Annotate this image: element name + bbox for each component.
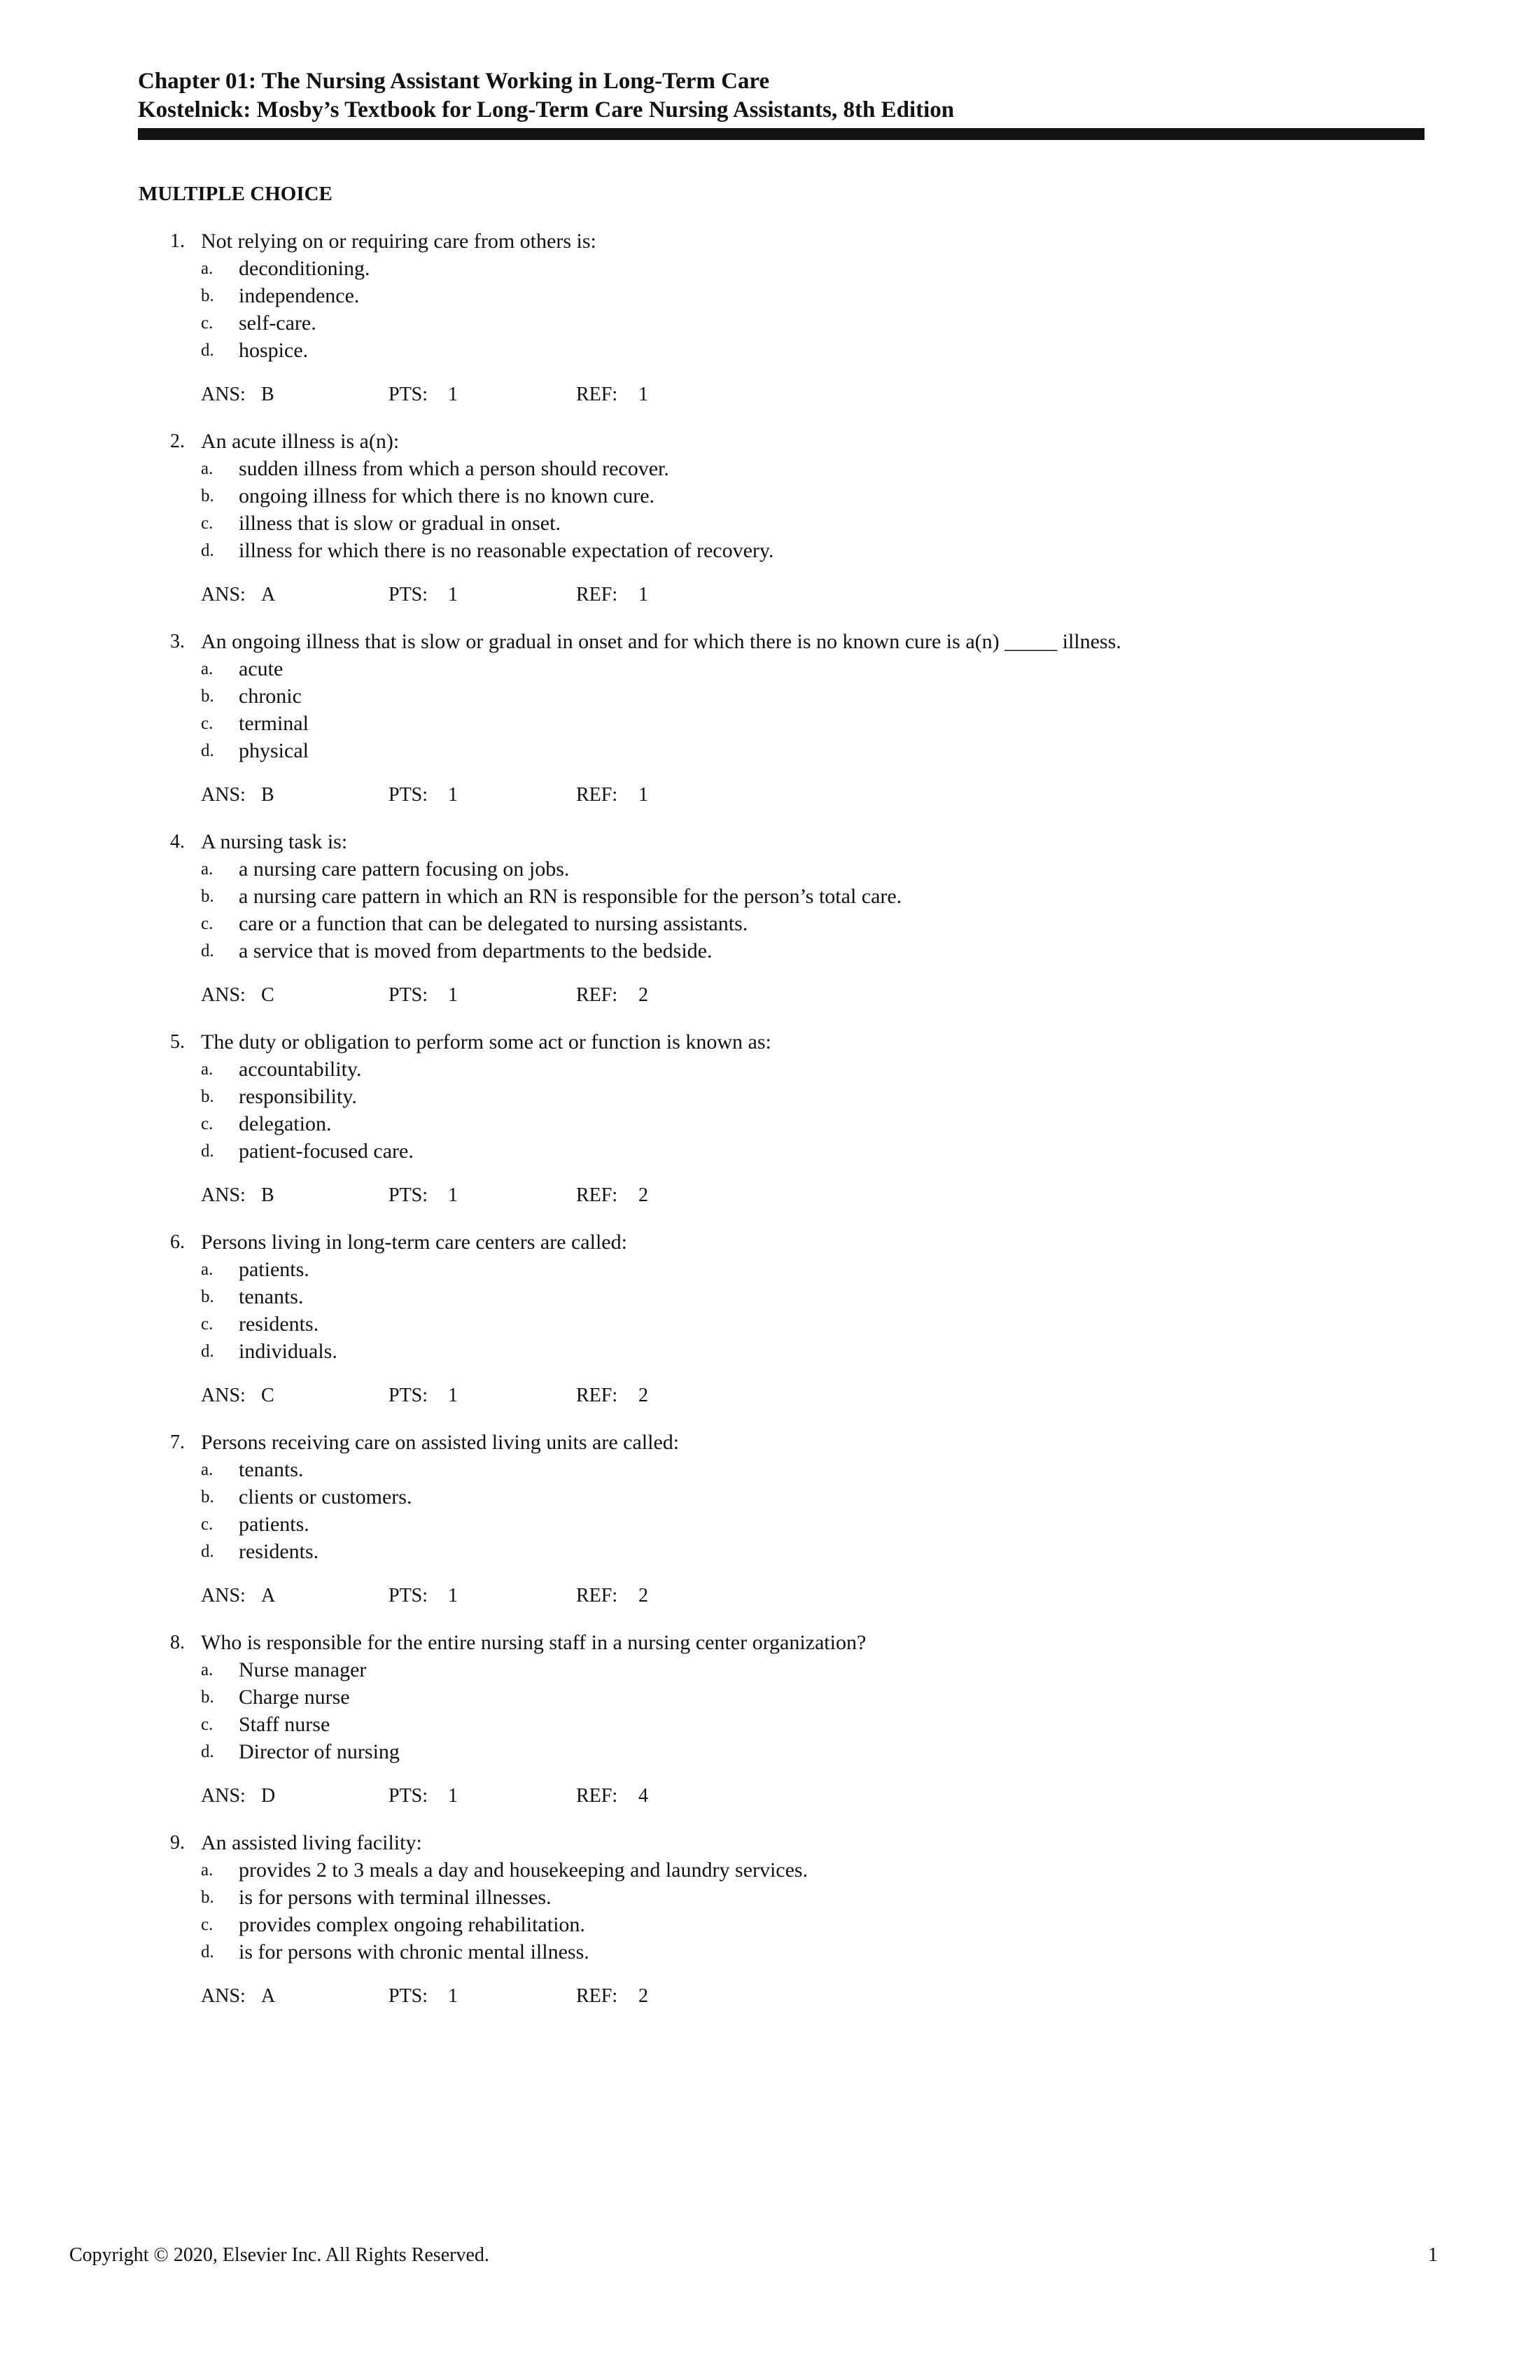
answer-label: ANS: [201,584,246,606]
option-item [0,309,1540,337]
option-item [0,737,1540,764]
answer-row [0,581,1540,608]
points-value: 1 [448,1785,458,1807]
option-text: provides complex ongoing rehabilitation. [239,1913,585,1936]
reference-value: 2 [638,1985,648,2007]
points-value: 1 [448,984,458,1006]
section-title: MULTIPLE CHOICE [139,183,332,205]
answer-row [0,381,1540,408]
question-text: Persons receiving care on assisted living units are called: [201,1431,680,1454]
option-text: tenants. [239,1285,304,1308]
option-text: Staff nurse [239,1713,330,1736]
option-text: a service that is moved from departments to the bedside. [239,939,713,962]
answer-label: ANS: [201,1385,246,1406]
option-letter: d. [201,341,214,360]
option-text: patients. [239,1258,309,1281]
points-label: PTS: [388,384,428,405]
option-item [0,1110,1540,1138]
option-item [0,1538,1540,1565]
question-item [0,628,1540,828]
option-list [0,255,1540,364]
points-value: 1 [448,384,458,405]
option-text: deconditioning. [239,257,370,280]
answer-row [0,781,1540,808]
option-letter: a. [201,1060,214,1079]
points-label: PTS: [388,1184,428,1206]
question-text: Persons living in long-term care centers are called: [201,1231,627,1254]
option-item [0,1711,1540,1738]
question-number: 2. [170,430,185,452]
option-item [0,1511,1540,1538]
points-label: PTS: [388,1785,428,1807]
option-text: a nursing care pattern focusing on jobs. [239,858,570,881]
option-text: physical [239,739,309,762]
option-item [0,510,1540,537]
option-list [0,1056,1540,1165]
option-item [0,537,1540,564]
answer-value: C [261,1385,274,1406]
reference-value: 2 [638,1585,648,1606]
reference-label: REF: [576,1985,618,2007]
answer-label: ANS: [201,1985,246,2007]
option-text: residents. [239,1540,319,1563]
answer-label: ANS: [201,1785,246,1807]
points-value: 1 [448,784,458,806]
option-item [0,1283,1540,1310]
question-item [0,1629,1540,1829]
option-list [0,1256,1540,1365]
question-text: An acute illness is a(n): [201,430,400,453]
option-text: individuals. [239,1340,337,1363]
points-value: 1 [448,1184,458,1206]
option-item [0,282,1540,309]
option-item [0,337,1540,364]
option-list [0,1656,1540,1765]
option-text: accountability. [239,1058,362,1081]
option-letter: c. [201,714,214,733]
option-text: provides 2 to 3 meals a day and housekeeping and laundry services. [239,1858,808,1882]
option-letter: a. [201,659,214,678]
question-text: A nursing task is: [201,830,348,853]
option-list [0,1856,1540,1966]
option-item [0,1911,1540,1938]
option-text: ongoing illness for which there is no known cure. [239,484,655,507]
answer-row [0,1982,1540,2010]
option-letter: c. [201,1915,214,1934]
option-text: responsibility. [239,1085,357,1108]
reference-label: REF: [576,984,618,1006]
option-text: chronic [239,685,302,708]
option-list [0,455,1540,564]
option-list [0,1456,1540,1565]
option-letter: c. [201,314,214,332]
option-text: is for persons with terminal illnesses. [239,1886,552,1909]
answer-row [0,1382,1540,1409]
points-label: PTS: [388,1585,428,1606]
answer-label: ANS: [201,984,246,1006]
option-text: tenants. [239,1458,304,1481]
option-text: Charge nurse [239,1686,350,1709]
option-letter: b. [201,1488,214,1506]
page-number: 1 [1428,2244,1438,2266]
option-item [0,1884,1540,1911]
question-item [0,1829,1540,2029]
answer-label: ANS: [201,384,246,405]
option-letter: d. [201,541,214,560]
question-text: The duty or obligation to perform some act or function is known as: [201,1030,771,1054]
answer-value: B [261,384,274,405]
answer-label: ANS: [201,1585,246,1606]
option-item [0,1656,1540,1684]
option-text: delegation. [239,1112,332,1135]
answer-value: B [261,784,274,806]
option-item [0,1338,1540,1365]
option-item [0,255,1540,282]
points-value: 1 [448,1585,458,1606]
question-number: 1. [170,230,185,252]
option-item [0,1938,1540,1966]
question-item [0,828,1540,1028]
answer-label: ANS: [201,784,246,806]
option-text: hospice. [239,339,309,362]
option-item [0,1738,1540,1765]
option-text: is for persons with chronic mental illness. [239,1940,589,1963]
option-item [0,455,1540,482]
option-letter: a. [201,1460,214,1479]
option-item [0,1856,1540,1884]
option-list [0,855,1540,965]
option-item [0,682,1540,710]
points-label: PTS: [388,584,428,606]
option-item [0,1056,1540,1083]
answer-label: ANS: [201,1184,246,1206]
points-value: 1 [448,584,458,606]
option-text: Director of nursing [239,1740,400,1763]
answer-row [0,981,1540,1009]
option-letter: c. [201,514,214,533]
option-text: a nursing care pattern in which an RN is responsible for the person’s total care. [239,885,902,908]
question-item [0,227,1540,428]
points-label: PTS: [388,784,428,806]
question-number: 4. [170,831,185,853]
answer-value: B [261,1184,274,1206]
option-letter: d. [201,1542,214,1561]
option-item [0,1138,1540,1165]
option-item [0,1684,1540,1711]
question-number: 8. [170,1632,185,1653]
reference-value: 1 [638,384,648,405]
points-value: 1 [448,1385,458,1406]
question-text: Who is responsible for the entire nursing staff in a nursing center organization? [201,1631,867,1654]
option-letter: b. [201,1087,214,1106]
option-letter: d. [201,1142,214,1161]
option-letter: c. [201,1315,214,1334]
option-letter: d. [201,941,214,960]
reference-value: 2 [638,1184,648,1206]
option-letter: a. [201,1861,214,1879]
option-text: self-care. [239,312,316,335]
reference-label: REF: [576,1785,618,1807]
document-header [138,67,1426,125]
question-number: 6. [170,1231,185,1253]
option-letter: b. [201,887,214,906]
option-item [0,1483,1540,1511]
question-number: 5. [170,1031,185,1053]
reference-label: REF: [576,1385,618,1406]
option-item [0,883,1540,910]
book-title: Kostelnick: Mosby’s Textbook for Long-Term Care Nursing Assistants, 8th Edition [138,97,955,122]
points-label: PTS: [388,984,428,1006]
option-letter: d. [201,1942,214,1961]
answer-value: C [261,984,274,1006]
reference-label: REF: [576,384,618,405]
option-letter: d. [201,1342,214,1361]
option-letter: c. [201,1515,214,1534]
reference-value: 4 [638,1785,648,1807]
option-item [0,937,1540,965]
option-letter: b. [201,486,214,505]
question-item [0,1429,1540,1629]
option-text: patient-focused care. [239,1140,414,1163]
option-letter: b. [201,1287,214,1306]
question-number: 3. [170,631,185,652]
question-list [0,227,1540,2029]
option-text: acute [239,657,284,680]
question-text: An ongoing illness that is slow or gradual in onset and for which there is no known cure is a(n) _____ illness. [201,630,1121,653]
answer-value: D [261,1785,276,1807]
option-item [0,482,1540,510]
copyright-notice: Copyright © 2020, Elsevier Inc. All Rights Reserved. [69,2244,489,2266]
option-text: illness that is slow or gradual in onset. [239,512,561,535]
reference-label: REF: [576,584,618,606]
question-number: 9. [170,1832,185,1854]
option-text: illness for which there is no reasonable expectation of recovery. [239,539,774,562]
option-letter: a. [201,1660,214,1679]
question-text: An assisted living facility: [201,1831,422,1854]
option-list [0,655,1540,764]
chapter-title: Chapter 01: The Nursing Assistant Working in Long-Term Care [138,69,770,94]
option-text: Nurse manager [239,1658,367,1681]
answer-value: A [261,1985,276,2007]
option-item [0,1083,1540,1110]
option-letter: c. [201,1715,214,1734]
option-letter: b. [201,1888,214,1907]
option-text: care or a function that can be delegated to nursing assistants. [239,912,748,935]
option-text: independence. [239,284,360,307]
option-letter: c. [201,1114,214,1133]
option-text: patients. [239,1513,309,1536]
option-letter: b. [201,1688,214,1707]
option-item [0,910,1540,937]
reference-label: REF: [576,784,618,806]
question-item [0,1028,1540,1228]
option-letter: b. [201,687,214,706]
reference-value: 1 [638,584,648,606]
question-item [0,1228,1540,1429]
question-item [0,428,1540,628]
option-letter: d. [201,1742,214,1761]
option-text: residents. [239,1312,319,1336]
option-letter: a. [201,259,214,278]
answer-row [0,1782,1540,1809]
option-item [0,655,1540,682]
answer-value: A [261,1585,276,1606]
option-letter: a. [201,860,214,878]
option-letter: c. [201,914,214,933]
question-number: 7. [170,1432,185,1453]
option-item [0,710,1540,737]
option-letter: d. [201,741,214,760]
reference-value: 2 [638,1385,648,1406]
reference-label: REF: [576,1585,618,1606]
option-item [0,1256,1540,1283]
option-item [0,1310,1540,1338]
points-label: PTS: [388,1385,428,1406]
option-text: sudden illness from which a person should recover. [239,457,669,480]
option-letter: a. [201,459,214,478]
answer-row [0,1182,1540,1209]
option-letter: a. [201,1260,214,1279]
option-letter: b. [201,286,214,305]
points-value: 1 [448,1985,458,2007]
points-label: PTS: [388,1985,428,2007]
reference-label: REF: [576,1184,618,1206]
answer-value: A [261,584,276,606]
question-text: Not relying on or requiring care from others is: [201,230,596,253]
reference-value: 2 [638,984,648,1006]
option-item [0,1456,1540,1483]
option-text: clients or customers. [239,1485,412,1508]
header-rule [138,128,1424,140]
answer-row [0,1582,1540,1609]
option-item [0,855,1540,883]
option-text: terminal [239,712,309,735]
reference-value: 1 [638,784,648,806]
